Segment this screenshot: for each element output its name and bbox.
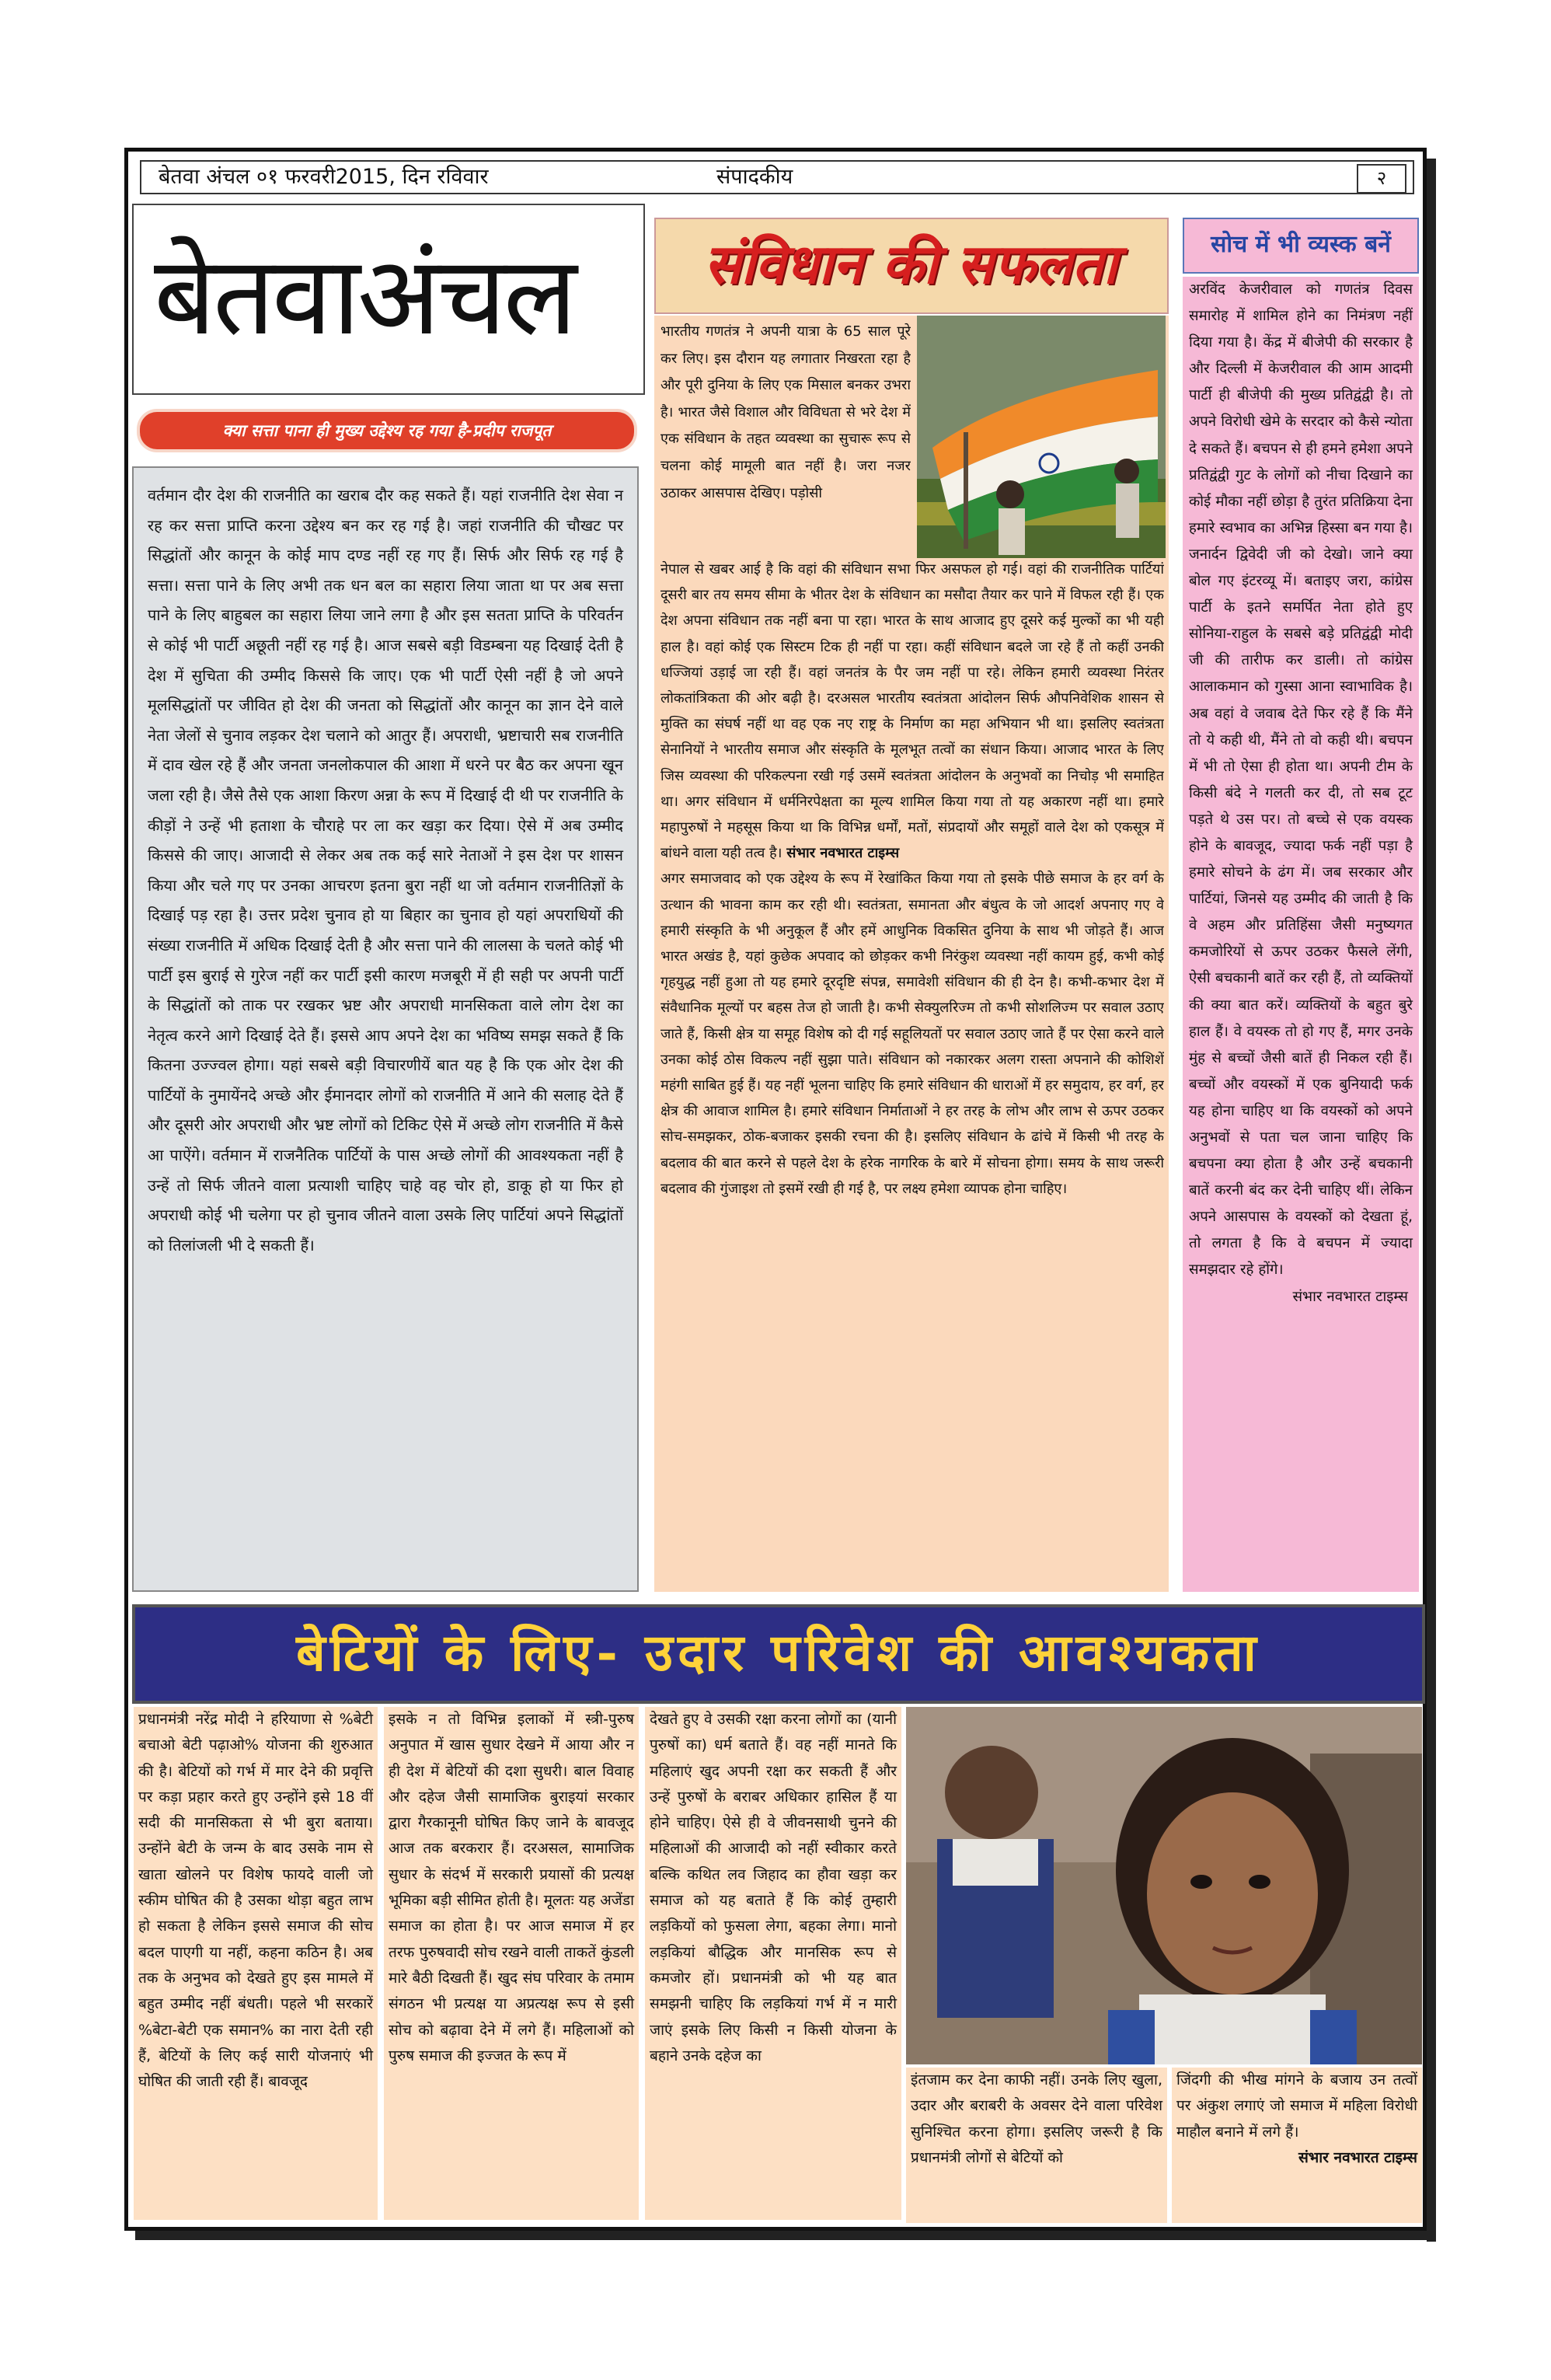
bottom-col-5-text: जिंदगी की भीख मांगने के बजाय उन तत्वों पर अंकुश लगाएं जो समाज में महिला विरोधी माहौल बनाने में लगे हैं। (1176, 2071, 1417, 2141)
right-article-body (1183, 277, 1419, 1592)
bottom-col-1-text: प्रधानमंत्री नरेंद्र मोदी ने हरियाणा से %बेटी बचाओ बेटी पढ़ाओ% योजना की शुरुआत की है। बेटियों को गर्भ में मार देने की प्रवृत्ति पर कड़ा प्रहार करते हुए उन्होंने इसे 18 वीं सदी की मानसिकता से भी बुरा बताया। उन्होंने बेटी के जन्म के बाद उसके नाम से खाता खोलने पर विशेष फायदे वाली जो स्कीम घोषित की है उसका थोड़ा बहुत लाभ हो सकता है लेकिन इससे समाज की सोच बदल पाएगी या नहीं, कहना कठिन है। अब तक के अनुभव को देखते हुए इस मामले में बहुत उम्मीद नहीं बंधती। पहले भी सरकारें %बेटा-बेटी एक समान% का नारा देती रही हैं, बेटियों के लिए कई सारी योजनाएं भी घोषित की जाती रही हैं। बावजूद (138, 1711, 373, 2091)
bottom-signature: संभार नवभारत टाइम्स (1298, 2148, 1417, 2166)
bottom-col-2-text: इसके न तो विभिन्न इलाकों में स्त्री-पुरुष अनुपात में खास सुधार देखने में आया और न ही देश में बेटियों की दशा सुधरी। बाल विवाह और दहेज जैसी सामाजिक बुराइयां सरकार द्वारा गैरकानूनी घोषित किए जाने के बावजूद आज तक बरकरार हैं। दरअसल, सामाजिक सुधार के संदर्भ में सरकारी प्रयासों की प्रत्यक्ष भूमिका बड़ी सीमित होती है। मूलतः यह अजेंडा समाज का होता है। पर आज समाज में हर तरफ पुरुषवादी सोच रखने वाली ताकतें कुंडली मारे बैठी दिखती हैं। खुद संघ परिवार के तमाम संगठन भी प्रत्यक्ष या अप्रत्यक्ष रूप से इसी सोच को बढ़ावा देने में लगे हैं। महिलाओं को पुरुष समाज की इज्जत के रूप में (389, 1711, 635, 2064)
girl-photo-image (906, 1707, 1422, 2064)
center-intro-text: भारतीय गणतंत्र ने अपनी यात्रा के 65 साल पूरे कर लिए। इस दौरान यह लगातार निखरता रहा है और पूरी दुनिया के लिए एक मिसाल बनकर उभरा है। भारत जैसे विशाल और विविधता से भरे देश में एक संविधान के तहत व्यवस्था का सुचारू रूप से चलना कोई मामूली बात नहीं है। जरा नजर उठाकर आसपास देखिए। पड़ोसी (660, 323, 911, 501)
newspaper-logo: बेतवाअंचल (154, 233, 574, 360)
page-number: २ (1357, 164, 1406, 194)
bottom-col-5 (1172, 2068, 1422, 2223)
left-article-body (132, 466, 639, 1592)
center-body-text (660, 557, 1164, 866)
bottom-col-4 (906, 2068, 1167, 2223)
center-body-text2: अगर समाजवाद को एक उद्देश्य के रूप में रेखांकित किया गया तो इसके पीछे समाज के हर वर्ग के उत्थान की भावना काम कर रही थी। स्वतंत्रता, समानता और बंधुत्व के जो आदर्श अपनाए गए वे हमारी संस्कृति के भी अनुकूल हैं और हमें आधुनिक विकसित दुनिया के साथ भी जोड़ते हैं। आज भारत अखंड है, यहां कुछेक अपवाद को छोड़कर कभी निरंकुश व्यवस्था नहीं कायम हुई, कभी कोई गृहयुद्ध नहीं हुआ तो यह हमारे दूरदृष्टि संपन्न, समावेशी संविधान की ही देन है। कभी-कभार देश में संवैधानिक मूल्यों पर बहस तेज हो जाती है। कभी सेक्युलरिज्म तो कभी सोशलिज्म पर सवाल उठाए जाते हैं, किसी क्षेत्र या समूह विशेष को दी गई सहूलियतों पर सवाल उठाए जाते हैं पर ऐसा करने वाले उनका कोई ठोस विकल्प नहीं सुझा पाते। संविधान को नकारकर अलग रास्ता अपनाने की कोशिशें महंगी साबित हुई हैं। यह नहीं भूलना चाहिए कि हमारे संविधान की धाराओं में हर समुदाय, हर वर्ग, हर क्षेत्र की आवाज शामिल है। हमारे संविधान निर्माताओं ने हर तरह के लोभ और लाभ से ऊपर उठकर सोच-समझकर, ठोक-बजाकर इसकी रचना की है। इसलिए संविधान के ढांचे में किसी भी तरह के बदलाव की बात करने से पहले देश के हरेक नागरिक के बारे में सोचना होगा। समय के साथ जरूरी बदलाव की गुंजाइश तो इसमें रखी ही गई है, पर लक्ष्य हमेशा व्यापक होना चाहिए। (660, 871, 1164, 1197)
page-shadow-bottom (135, 2231, 1436, 2240)
bottom-headline: बेटियों के लिए- उदार परिवेश की आवश्यकता (296, 1622, 1261, 1683)
left-article-text: वर्तमान दौर देश की राजनीति का खराब दौर कह सकते हैं। यहां राजनीति देश सेवा न रह कर सत्ता प्राप्ति करना उद्देश्य बन कर रह गई है। जहां राजनीति की चौखट पर सिद्धांतों और कानून के कोई माप दण्ड नहीं रह गए हैं। सिर्फ और सिर्फ रह गई है सत्ता। सत्ता पाने के लिए अभी तक धन बल का सहारा लिया जाता था पर अब सत्ता पाने के लिए बाहुबल का सहारा लिया जाने लगा है और इस सतता प्राप्ति के परिवर्तन से कोई भी पार्टी अछूती नहीं रह गई है। आज सबसे बड़ी विडम्बना यह दिखाई देती है देश में सुचिता की उम्मीद किससे कि जाए। एक भी पार्टी ऐसी नहीं है जो अपने मूलसिद्धांतों पर जीवित हो देश की जनता को सिद्धांतों और कानून का ज्ञान देने वाले नेता जेलों से चुनाव लड़कर देश चलाने को आतुर हैं। अपराधी, भ्रष्टाचारी सब राजनीति में दाव खेल रहे हैं और जनता जनलोकपाल की आशा में धरने पर बैठ कर अपना खून जला रही है। जैसे तैसे एक आशा किरण अन्ना के रूप में दिखाई दी थी पर राजनीति के कीड़ों ने उन्हें भी हताशा के चौराहे पर ला कर खड़ा कर दिया। ऐसे में अब उम्मीद किससे की जाए। आजादी से लेकर अब तक कई सारे नेताओं ने इस देश पर शासन किया और चले गए पर उनका आचरण इतना बुरा नहीं था जो वर्तमान राजनीतिज्ञों के दिखाई पड़ रहा है। उत्तर प्रदेश चुनाव हो या बिहार का चुनाव हो यहां अपराधियों की संख्या राजनीति में अधिक दिखाई देती है और सत्ता पाने की लालसा के चलते कोई भी पार्टी इस बुराई से गुरेज नहीं कर पार्टी इसी कारण मजबूरी में ही सही पर अपनी पार्टी के सिद्धांतों को ताक पर रखकर भ्रष्ट और अपराधी मानसिकता वाले लोग देश का नेतृत्व करने आगे दिखाई देते हैं। इससे आप अपने देश का भविष्य समझ सकते हैं कि कितना उज्ज्वल होगा। यहां सबसे बड़ी विचारणीयें बात यह है कि एक ओर देश की पार्टियों के नुमायेंनदे अच्छे और ईमानदार लोगों को राजनीति में आने की सलाह देते हैं और दूसरी ओर अपराधी और भ्रष्ट लोगों को टिकिट ऐसे में अच्छे लोग राजनीति में कैसे आ पाऐंगे। वर्तमान में राजनैतिक पार्टियों के पास अच्छे लोगों की आवश्यकता नहीं है उन्हें तो सिर्फ जीतने वाला प्रत्याशी चाहिए चाहे वह चोर हो, डाकू हो या फिर हो अपराधी कोई भी चलेगा पर हो चुनाव जीतने वाला उसके लिए पार्टियां अपने सिद्धांतों को तिलांजली भी दे सकती हैं। (148, 486, 623, 1255)
center-article-intro (660, 319, 911, 557)
bottom-col-3 (645, 1707, 901, 2220)
right-signature: संभार नवभारत टाइम्स (1292, 1288, 1408, 1305)
right-headline: सोच में भी व्यस्क बनें (1211, 231, 1391, 258)
bottom-col-3-text: देखते हुए वे उसकी रक्षा करना लोगों का (यानी पुरुषों का) धर्म बताते हैं। वह नहीं मानते कि महिलाएं खुद अपनी रक्षा कर सकती हैं और उन्हें पुरुषों के बराबर अधिकार हासिल हैं या होने चाहिए। ऐसे ही वे जीवनसाथी चुनने की महिलाओं की आजादी को नहीं स्वीकार करते बल्कि कथित लव जिहाद का हौवा खड़ा कर समाज को यह बताते हैं कि कोई तुम्हारी लड़कियों को फुसला लेगा, बहका लेगा। मानो लड़कियां बौद्धिक और मानसिक रूप से कमजोर हों। प्रधानमंत्री को भी यह बात समझनी चाहिए कि लड़कियां गर्भ में न मारी जाएं इसके लिए किसी न किसी योजना के बहाने उनके दहेज का (650, 1711, 897, 2064)
flag-photo-image (917, 316, 1166, 558)
header-date: बेतवा अंचल ०१ फरवरी2015, दिन रविवार (159, 165, 489, 189)
girl-photo (906, 1707, 1422, 2064)
center-article-body (660, 557, 1164, 1590)
header-bar (140, 160, 1414, 194)
bottom-col-2 (384, 1707, 639, 2220)
page-shadow-right (1427, 159, 1436, 2242)
center-signature: संभार नवभारत टाइम्स (786, 845, 900, 862)
masthead (132, 204, 645, 395)
left-headline: क्या सत्ता पाना ही मुख्य उद्देश्य रह गया है-प्रदीप राजपूत (140, 412, 634, 449)
bottom-col-1 (134, 1707, 378, 2220)
bottom-col-4-text: इंतजाम कर देना काफी नहीं। उनके लिए खुला, उदार और बराबरी के अवसर देने वाला परिवेश सुनिश्चित करना होगा। इसलिए जरूरी है कि प्रधानमंत्री लोगों से बेटियों को (911, 2071, 1162, 2166)
center-headline: संविधान की सफलता (704, 232, 1117, 296)
center-body-part1: नेपाल से खबर आई है कि वहां की संविधान सभा फिर असफल हो गई। वहां की राजनीतिक पार्टियां दूसरी बार तय समय सीमा के भीतर देश के संविधान का मसौदा तैयार कर पाने में विफल रही हैं। एक देश अपना संविधान तक नहीं बना पा रहा। भारत के साथ आजाद हुए दूसरे कई मुल्कों का भी यही हाल है। वहां कोई एक सिस्टम टिक ही नहीं पा रहा। कहीं संविधान बदले जा रहे हैं तो कहीं उनकी धज्जियां उड़ाई जा रही हैं। वहां जनतंत्र के पैर जम नहीं पा रहे। लेकिन हमारी व्यवस्था निरंतर लोकतांत्रिकता की ओर बढ़ी है। दरअसल भारतीय स्वतंत्रता आंदोलन सिर्फ औपनिवेशिक शासन से मुक्ति का संघर्ष नहीं था वह एक नए राष्ट्र के निर्माण का महा अभियान भी था। इसलिए स्वतंत्रता सेनानियों ने भारतीय समाज और संस्कृति के मूलभूत तत्वों का संधान किया। आजाद भारत के लिए जिस व्यवस्था की परिकल्पना रखी गई उसमें स्वतंत्रता आंदोलन के अनुभवों का निचोड़ भी समाहित था। अगर संविधान में धर्मनिरपेक्षता का मूल्य शामिल किया गया तो यह अकारण नहीं था। हमारे महापुरुषों ने महसूस किया था कि विभिन्न धर्मों, मतों, संप्रदायों और समूहों वाले देश को एकसूत्र में बांधने वाला यही तत्व है। (660, 561, 1164, 862)
right-article-text: अरविंद केजरीवाल को गणतंत्र दिवस समारोह में शामिल होने का निमंत्रण नहीं दिया गया है। केंद्र में बीजेपी की सरकार है और दिल्ली में केजरीवाल की आम आदमी पार्टी ही बीजेपी की मुख्य प्रतिद्वंद्वी है। तो अपने विरोधी खेमे के सरदार को कैसे न्योता दे सकते हैं। बचपन से ही हमने हमेशा अपने प्रतिद्वंद्वी गुट के लोगों को नीचा दिखाने का कोई मौका नहीं छोड़ा है तुरंत प्रतिक्रिया देना हमारे स्वभाव का अभिन्न हिस्सा बन गया है। जनार्दन द्विवेदी जी को देखो। जाने क्या बोल गए इंटरव्यू में। बताइए जरा, कांग्रेस पार्टी के इतने समर्पित नेता होते हुए सोनिया-राहुल के सबसे बड़े प्रतिद्वंद्वी मोदी जी की तारीफ कर डाली। तो कांग्रेस आलाकमान को गुस्सा आना स्वाभाविक है। अब वहां वे जवाब देते फिर रहे हैं कि मैंने तो ये कही थी, मैंने तो वो कही थी। बचपन में भी तो ऐसा ही होता था। अपनी टीम के किसी बंदे ने गलती कर दी, तो सब टूट पड़ते थे उस पर। तो बच्चे से एक वयस्क होने के बावजूद, ज्यादा फर्क नहीं पड़ा है हमारे सोचने के ढंग में। जब सरकार और पार्टियां, जिनसे यह उम्मीद की जाती है कि वे अहम और प्रतिहिंसा जैसी मनुष्यगत कमजोरियों से ऊपर उठकर फैसले लेंगी, ऐसी बचकानी बातें कर रही हैं, तो व्यक्तियों की क्या बात करें। व्यक्तियों के बहुत बुरे हाल हैं। वे वयस्क तो हो गए हैं, मगर उनके मुंह से बच्चों जैसी बातें ही निकल रही हैं। बच्चों और वयस्कों में एक बुनियादी फर्क यह होना चाहिए था कि वयस्कों को अपने अनुभवों से पता चल जाना चाहिए कि बचपना क्या होता है और उन्हें बचकानी बातें करनी बंद कर देनी चाहिए थीं। लेकिन अपने आसपास के वयस्कों को देखता हूं, तो लगता है कि वे बचपन में ज्यादा समझदार रहे होंगे। (1189, 281, 1413, 1279)
header-section: संपादकीय (716, 165, 793, 189)
flag-photo (917, 316, 1166, 558)
